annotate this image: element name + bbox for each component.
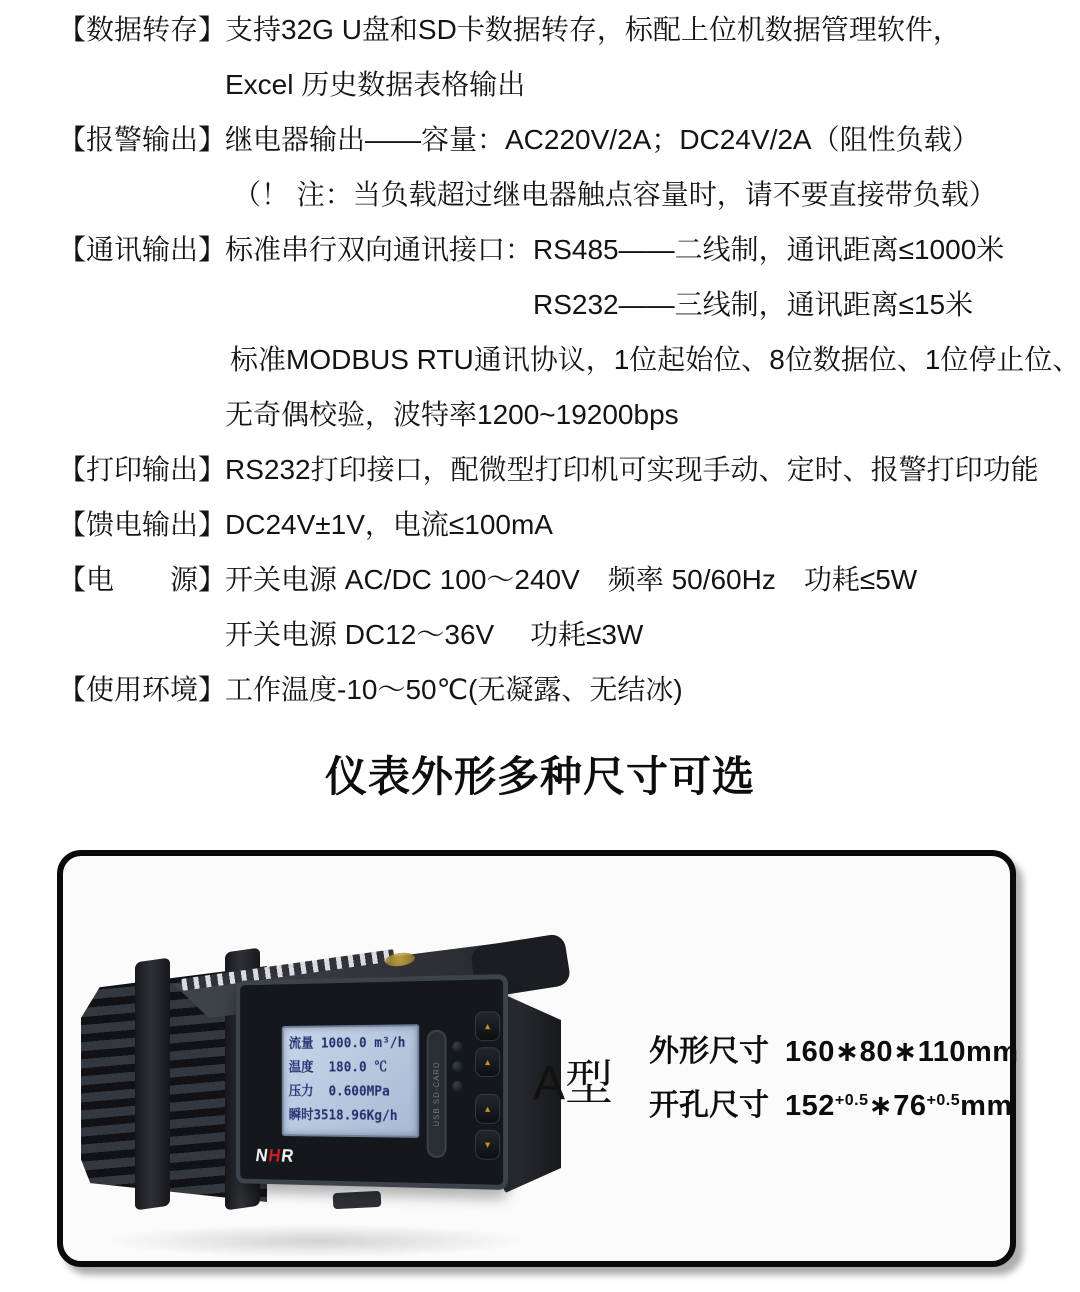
spec-text: 继电器输出——容量：AC220V/2A；DC24V/2A（阻性负载） (225, 123, 980, 155)
indicator-dot (452, 1081, 462, 1092)
device-buttons (475, 1011, 500, 1160)
section-title: 仪表外形多种尺寸可选 (324, 753, 755, 800)
tolerance-superscript: +0.5 (926, 1092, 961, 1109)
spec-text: 标准串行双向通讯接口：RS485——二线制，通讯距离≤1000米 (225, 233, 1005, 265)
cutout-dimension-label: 开孔尺寸 (649, 1089, 769, 1122)
spec-label: 【使用环境】 (58, 673, 227, 705)
lcd-row-pressure: 压力 0.600MPa (288, 1083, 390, 1100)
spec-row (0, 385, 1080, 440)
spec-label: 【馈电输出】 (58, 508, 227, 540)
spec-text: RS232打印接口，配微型打印机可实现手动、定时、报警打印功能 (225, 453, 1039, 485)
device-drop-shadow (102, 1224, 532, 1258)
spec-label: 【电 源】 (58, 563, 227, 595)
device-photo (77, 938, 567, 1260)
spec-row (0, 220, 1080, 275)
spec-label: 【通讯输出】 (58, 233, 227, 265)
spec-text: 标准MODBUS RTU通讯协议，1位起始位、8位数据位、1位停止位、 (230, 343, 1080, 375)
outer-dimension-value: 160∗80∗110mm (785, 1036, 1019, 1068)
brand-letter-r: R (280, 1146, 296, 1167)
spec-row (0, 165, 1080, 220)
device-bottom-clip (333, 1191, 382, 1209)
spec-label: 【数据转存】 (58, 13, 227, 45)
model-name: A型 (533, 1057, 614, 1110)
indicator-dot (452, 1041, 462, 1052)
spec-row (0, 660, 1080, 715)
spec-text: 开关电源 AC/DC 100～240V 频率 50/60Hz 功耗≤5W (225, 563, 918, 595)
spec-row (0, 495, 1080, 550)
spec-text: （！ 注：当负载超过继电器触点容量时，请不要直接带负载） (233, 178, 997, 210)
up-arrow-key-icon: ▲ (475, 1047, 500, 1077)
spec-label: 【打印输出】 (58, 453, 227, 485)
spec-text: 支持32G U盘和SD卡数据转存，标配上位机数据管理软件， (225, 13, 961, 45)
spec-row (0, 275, 1080, 330)
spec-row (0, 55, 1080, 110)
spec-row (0, 440, 1080, 495)
outer-dimension-row (649, 1026, 1019, 1080)
spec-row (0, 330, 1080, 385)
spec-row (0, 605, 1080, 660)
spec-text: 开关电源 DC12～36V 功耗≤3W (225, 618, 644, 650)
spec-row (0, 110, 1080, 165)
slot-label: USB SD-CARD (432, 1061, 441, 1127)
device-mounting-clamp (135, 958, 170, 1211)
usb-sd-card-slot (427, 1030, 447, 1158)
up-arrow-key-icon: ▲ (475, 1011, 500, 1041)
spec-label: 【报警输出】 (58, 123, 227, 155)
size-option-card (57, 850, 1019, 1267)
spec-text: RS232——三线制，通讯距离≤15米 (533, 288, 974, 320)
outer-dimension-label: 外形尺寸 (649, 1035, 769, 1068)
indicator-dots (452, 1041, 462, 1091)
lcd-row-instant: 瞬时3518.96Kg/h (288, 1107, 398, 1124)
lcd-row-temperature: 温度 180.0 ℃ (288, 1059, 388, 1076)
spec-text: Excel 历史数据表格输出 (225, 68, 526, 100)
cutout-dimension-row (649, 1080, 1019, 1134)
spec-text: DC24V±1V，电流≤100mA (225, 508, 553, 540)
spec-row (0, 0, 1080, 55)
brand-letter-h: H (267, 1146, 283, 1167)
dimension-info (649, 1026, 1019, 1134)
spec-row (0, 550, 1080, 605)
down-arrow-key-icon: ▼ (475, 1130, 500, 1160)
brand-logo (254, 1146, 295, 1167)
up-arrow-key-icon: ▲ (475, 1094, 500, 1124)
tolerance-superscript: +0.5 (834, 1092, 869, 1109)
brand-letter-n: N (254, 1146, 270, 1167)
device-lcd-screen (282, 1024, 419, 1138)
indicator-dot (452, 1061, 462, 1072)
spec-text: 工作温度-10～50℃(无凝露、无结冰) (225, 673, 683, 705)
cutout-dimension-value: $152^{+0.5}∗76^{+0.5}mm$ (785, 1090, 1013, 1122)
lcd-row-flow: 流量 1000.0 m³/h (288, 1035, 406, 1052)
spec-text: 无奇偶校验，波特率1200~19200bps (225, 398, 679, 430)
device-front-panel (236, 974, 508, 1190)
